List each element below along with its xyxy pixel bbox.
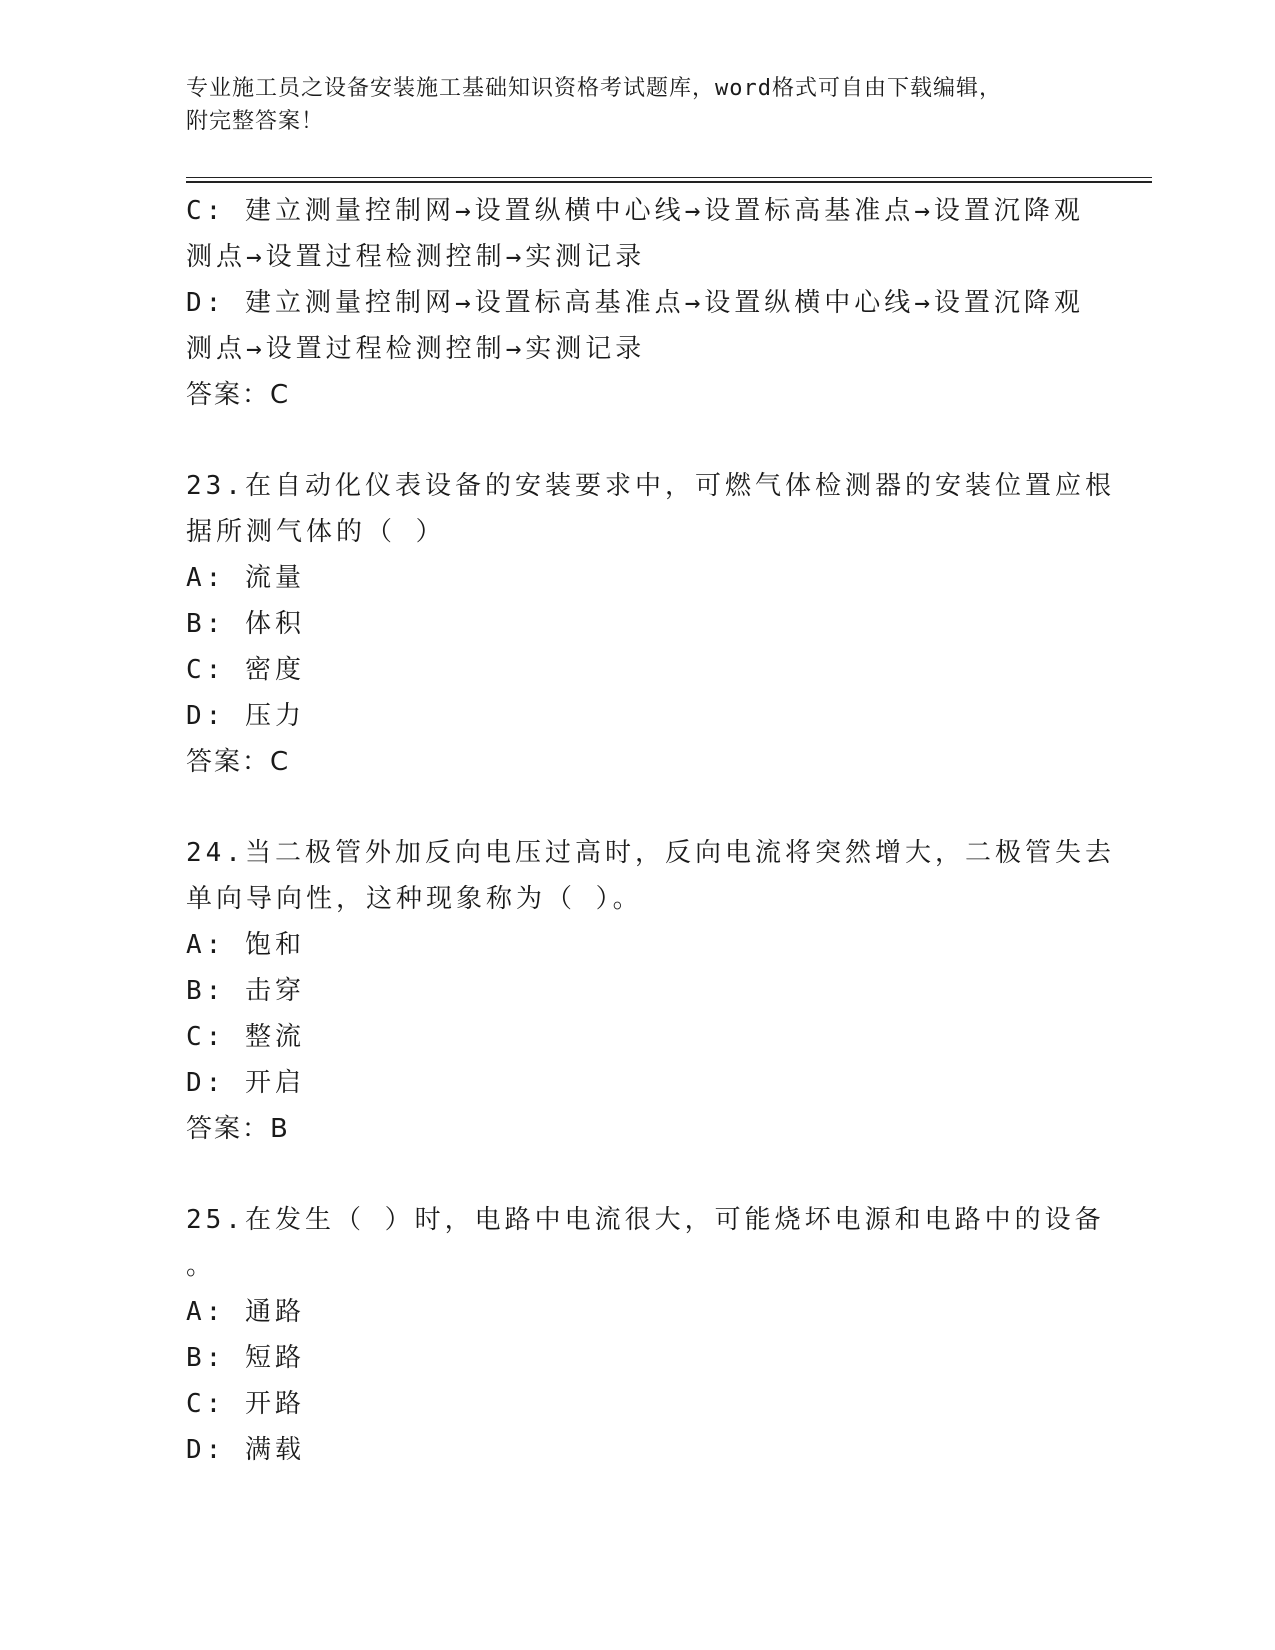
option-c: C: 整流 (186, 1022, 305, 1052)
question-stem-continued: 单向导向性，这种现象称为（ ）。 (186, 884, 643, 914)
option-c-continued: 测点→设置过程检测控制→实测记录 (186, 242, 646, 272)
option-a: A: 饱和 (186, 930, 305, 960)
option-b: B: 体积 (186, 609, 305, 639)
option-c: C: 建立测量控制网→设置纵横中心线→设置标高基准点→设置沉降观 (186, 196, 1084, 226)
option-b: B: 短路 (186, 1343, 305, 1373)
answer: 答案：B (186, 1114, 290, 1144)
answer: 答案：C (186, 380, 291, 410)
question-stem-continued: 据所测气体的（ ） (186, 517, 446, 547)
question-24 (186, 830, 1115, 1152)
option-d: D: 开启 (186, 1068, 305, 1098)
option-d: D: 建立测量控制网→设置标高基准点→设置纵横中心线→设置沉降观 (186, 288, 1084, 318)
option-a: A: 流量 (186, 563, 305, 593)
answer: 答案：C (186, 747, 291, 777)
question-23 (186, 463, 1115, 785)
question-stem-continued: 。 (186, 1251, 217, 1281)
header-line-1: 专业施工员之设备安装施工基础知识资格考试题库，word格式可自由下载编辑， (186, 76, 1002, 101)
header-divider-thin (186, 177, 1152, 178)
option-a: A: 通路 (186, 1297, 305, 1327)
option-d: D: 压力 (186, 701, 305, 731)
question-stem: 25.在发生（ ）时，电路中电流很大，可能烧坏电源和电路中的设备 (186, 1205, 1105, 1235)
document-header (186, 72, 1046, 138)
question-22-tail (186, 188, 1086, 418)
question-content (186, 188, 1115, 1473)
option-d: D: 满载 (186, 1435, 305, 1465)
option-d-continued: 测点→设置过程检测控制→实测记录 (186, 334, 646, 364)
question-stem: 23.在自动化仪表设备的安装要求中，可燃气体检测器的安装位置应根 (186, 471, 1115, 501)
option-c: C: 密度 (186, 655, 305, 685)
header-divider-thick (186, 181, 1152, 183)
question-stem: 24.当二极管外加反向电压过高时，反向电流将突然增大，二极管失去 (186, 838, 1115, 868)
option-c: C: 开路 (186, 1389, 305, 1419)
question-25 (186, 1197, 1105, 1473)
header-line-2: 附完整答案！ (186, 109, 325, 134)
option-b: B: 击穿 (186, 976, 305, 1006)
